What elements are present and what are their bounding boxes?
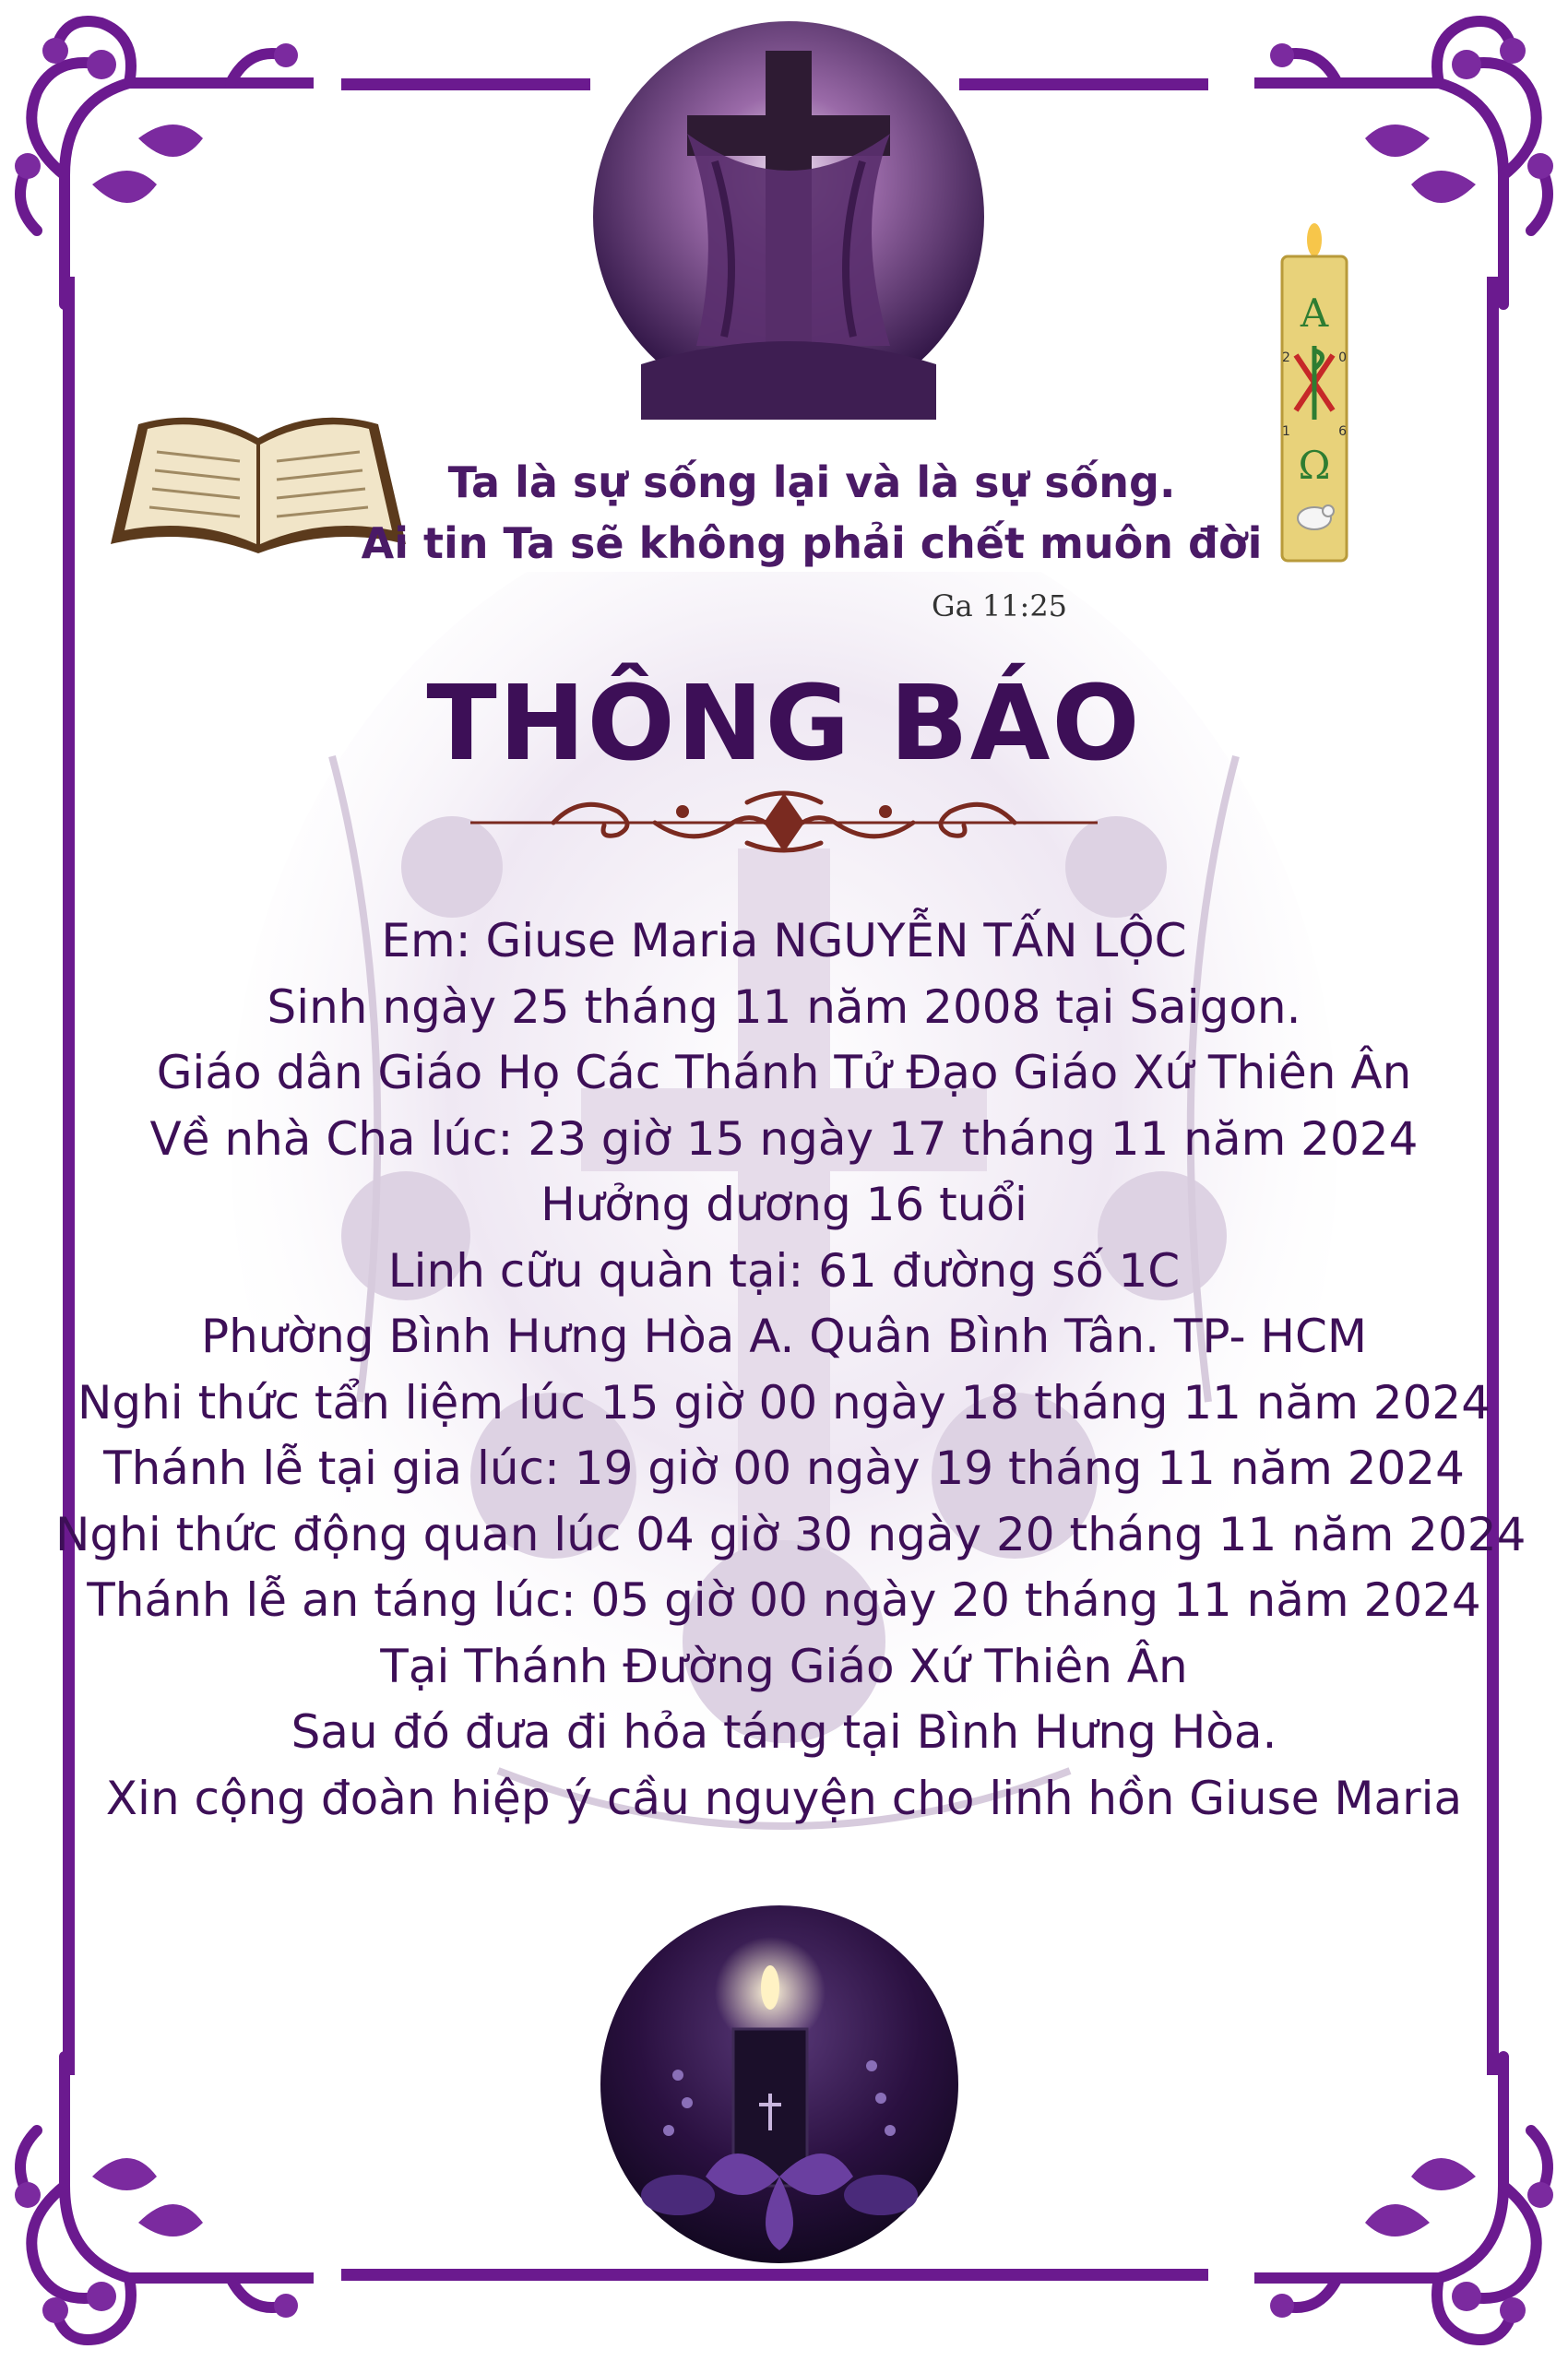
year-digit-4: 6 xyxy=(1338,424,1347,439)
corner-flourish-bottom-left xyxy=(0,2047,314,2361)
announcement-details xyxy=(55,908,1526,1832)
frame-bottom-border xyxy=(341,2269,1208,2281)
detail-line: Hưởng dương 16 tuổi xyxy=(540,1178,1028,1231)
detail-line: Về nhà Cha lúc: 23 giờ 15 ngày 17 tháng 11 năm 2024 xyxy=(149,1111,1419,1166)
year-digit-2: 0 xyxy=(1338,350,1347,365)
scroll-ornament-icon xyxy=(470,784,1098,858)
detail-line: Thánh lễ tại gia lúc: 19 giờ 00 ngày 19 tháng 11 năm 2024 xyxy=(103,1442,1465,1495)
verse-reference: Ga 11:25 xyxy=(932,588,1068,623)
detail-line: Em: Giuse Maria NGUYỄN TẤN LỘC xyxy=(381,914,1187,967)
corner-flourish-top-left xyxy=(0,0,314,314)
omega-letter: Ω xyxy=(1298,443,1331,488)
frame-top-left-border xyxy=(341,78,590,90)
alpha-letter: A xyxy=(1300,291,1329,336)
year-digit-1: 2 xyxy=(1282,350,1290,365)
page-title: THÔNG BÁO xyxy=(426,664,1142,784)
year-digit-3: 1 xyxy=(1282,424,1290,439)
corner-flourish-bottom-right xyxy=(1254,2047,1568,2361)
candle-year-bottom xyxy=(1282,424,1347,439)
detail-line: Nghi thức tẩn liệm lúc 15 giờ 00 ngày 18 tháng 11 năm 2024 xyxy=(77,1375,1491,1430)
cross-icon xyxy=(586,14,992,420)
lamb-icon xyxy=(1291,498,1337,535)
detail-line: Linh cữu quàn tại: 61 đường số 1C xyxy=(387,1243,1181,1298)
candle-icon xyxy=(595,1900,964,2269)
detail-line: Giáo dân Giáo Họ Các Thánh Tử Đạo Giáo Xứ Thiên Ân xyxy=(156,1046,1412,1099)
detail-line: Nghi thức động quan lúc 04 giờ 30 ngày 20 tháng 11 năm 2024 xyxy=(55,1507,1526,1561)
detail-line: Sinh ngày 25 tháng 11 năm 2008 tại Saigon. xyxy=(267,979,1301,1034)
chi-rho-symbol xyxy=(1291,346,1337,420)
frame-top-right-border xyxy=(959,78,1208,90)
detail-line: Phường Bình Hưng Hòa A. Quân Bình Tân. TP- HCM xyxy=(200,1310,1368,1363)
verse-line-2: Ai tin Ta sẽ không phải chết muôn đời xyxy=(361,518,1263,568)
verse-line-1: Ta là sự sống lại và là sự sống. xyxy=(447,457,1176,507)
paschal-candle-icon xyxy=(1273,221,1356,572)
detail-line: Tại Thánh Đường Giáo Xứ Thiên Ân xyxy=(380,1639,1188,1693)
detail-line: Xin cộng đoàn hiệp ý cầu nguyện cho linh hồn Giuse Maria xyxy=(105,1771,1463,1825)
scripture-verse xyxy=(350,452,1273,574)
detail-line: Sau đó đưa đi hỏa táng tại Bình Hưng Hòa. xyxy=(291,1705,1277,1759)
detail-line: Thánh lễ an táng lúc: 05 giờ 00 ngày 20 tháng 11 năm 2024 xyxy=(87,1573,1481,1627)
